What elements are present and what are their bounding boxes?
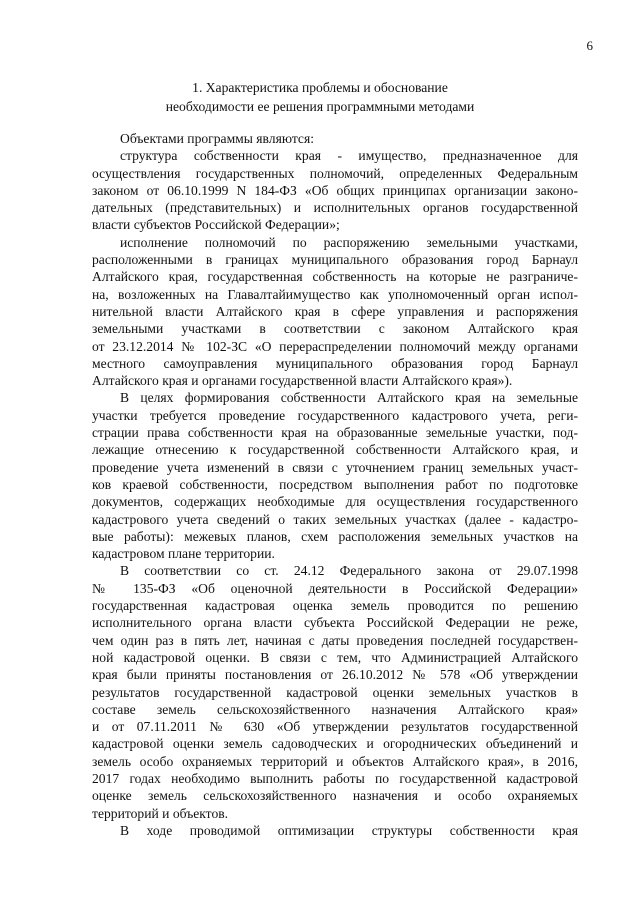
body-text-line: ков краевой собственности, посредством выполнения работ по подготовке (92, 476, 578, 492)
body-text-line: Алтайского края и органами государственной власти Алтайского края»). (92, 373, 513, 389)
body-text-line: земельными участками в соответствии с законом Алтайского края (92, 321, 578, 337)
body-text-line: нительной власти Алтайского края в сфере управления и распоряжения (92, 303, 578, 319)
document-body (92, 130, 578, 839)
body-text-line: оценке земель сельскохозяйственного назначения и особо охраняемых (92, 788, 578, 804)
body-text-line: составе земель сельскохозяйственного назначения Алтайского края» (92, 701, 578, 717)
body-text-line: осуществления государственных полномочий, определенных Федеральным (92, 165, 578, 181)
body-text-line: В целях формирования собственности Алтайского края на земельные (120, 390, 578, 406)
page-number: 6 (586, 38, 593, 53)
body-text-line: 2017 годах необходимо выполнить работы по государственной кадастровой (92, 770, 578, 786)
body-text-line: страции права собственности края на образованные земельные участки, под- (92, 425, 578, 441)
body-text-line: Объектами программы являются: (120, 131, 314, 146)
body-text-line: власти субъектов Российской Федерации»; (92, 217, 340, 233)
body-text-line: В ходе проводимой оптимизации структуры собственности края (120, 822, 578, 838)
body-text-line: кадастрового учета сведений о таких земельных участках (далее - кадастро- (92, 511, 578, 527)
body-text-line: ной кадастровой оценки. В связи с тем, что Администрацией Алтайского (92, 649, 578, 665)
body-text-line: исполнение полномочий по распоряжению земельными участками, (120, 234, 578, 250)
body-text-line: на, возложенных на Главалтайимущество как уполномоченный орган испол- (92, 286, 578, 302)
body-text-line: проведение учета изменений в связи с уточнением границ земельных участ- (92, 459, 578, 475)
body-text-line: кадастровом плане территории. (92, 546, 275, 562)
section-heading (100, 78, 540, 116)
body-text-line: № 135-ФЗ «Об оценочной деятельности в Российской Федерации» (92, 580, 578, 596)
section-heading-line: 1. Характеристика проблемы и обоснование (192, 80, 448, 95)
body-text-line: результатов государственной кадастровой оценки земельных участков в (92, 684, 578, 700)
body-text-line: земель особо охраняемых территорий и объектов Алтайского края», в 2016, (92, 753, 578, 769)
body-text-line: исполнительного органа власти субъекта Российской Федерации не реже, (92, 615, 578, 631)
body-text-line: В соответствии со ст. 24.12 Федерального закона от 29.07.1998 (120, 563, 578, 579)
body-text-line: государственная кадастровая оценка земель проводится по решению (92, 598, 578, 614)
body-text-line: законом от 06.10.1999 N 184-ФЗ «Об общих принципах организации законо- (92, 182, 578, 198)
body-text-line: Алтайского края, государственная собственность на которые не разграниче- (92, 269, 578, 285)
body-text-line: структура собственности края - имущество, предназначенное для (120, 148, 578, 164)
body-text-line: территорий и объектов. (92, 805, 229, 821)
body-text-line: края были приняты постановления от 26.10.2012 № 578 «Об утверждении (92, 667, 578, 683)
body-text-line: вые работы): межевых планов, схем расположения земельных участков на (92, 528, 578, 544)
body-text-line: местного самоуправления муниципального образования город Барнаул (92, 355, 578, 371)
body-text-line: чем один раз в пять лет, начиная с даты проведения последней государствен- (92, 632, 578, 648)
body-text-line: расположенными в границах муниципального образования город Барнаул (92, 252, 578, 268)
body-text-line: документов, содержащих необходимые для осуществления государственного (92, 494, 578, 510)
body-text-line: кадастровой оценки земель садоводческих и огороднических объединений и (92, 736, 578, 752)
body-text-line: и от 07.11.2011 № 630 «Об утверждении результатов государственной (92, 719, 578, 735)
body-text-line: дательных (представительных) и исполнительных органов государственной (92, 200, 578, 216)
section-heading-line: необходимости ее решения программными методами (165, 99, 475, 114)
body-text-line: лежащие отнесению к государственной собственности Алтайского края, и (92, 442, 578, 458)
body-text-line: участки требуется проведение государственного кадастрового учета, реги- (92, 407, 578, 423)
body-text-line: от 23.12.2014 № 102-ЗС «О перераспределении полномочий между органами (92, 338, 578, 354)
